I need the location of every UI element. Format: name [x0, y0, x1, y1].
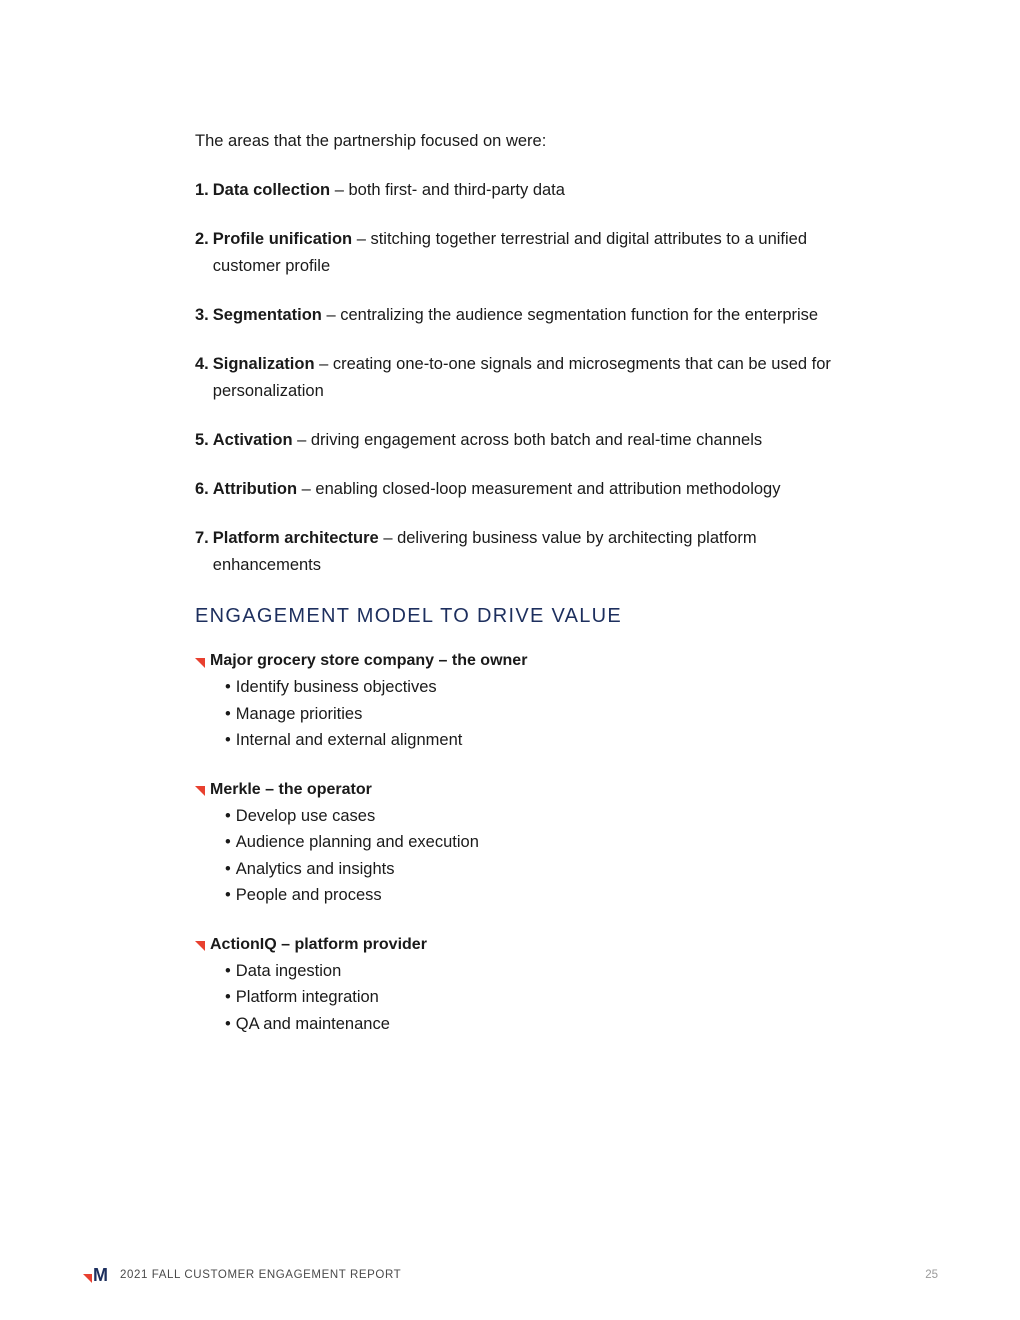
item-term: Activation	[212, 431, 293, 449]
engagement-group-provider	[195, 931, 835, 1038]
red-triangle-icon	[195, 941, 205, 951]
list-item: • Develop use cases	[225, 806, 376, 825]
focus-area-item	[195, 476, 835, 503]
item-term: Platform architecture	[212, 529, 379, 547]
group-title: ActionIQ – platform provider	[210, 935, 427, 953]
item-description: – enabling closed-loop measurement and attribution methodology	[297, 480, 781, 498]
item-number: 3.	[195, 306, 209, 324]
item-term: Segmentation	[212, 306, 322, 324]
logo-triangle-icon	[83, 1274, 92, 1283]
list-item: • QA and maintenance	[225, 1014, 390, 1033]
bullet-icon: •	[225, 886, 231, 904]
list-item: • Internal and external alignment	[225, 731, 463, 749]
page-content	[195, 128, 835, 1059]
item-number: 2.	[195, 230, 209, 248]
item-term: Attribution	[212, 480, 298, 498]
item-number: 7.	[195, 529, 209, 547]
focus-area-item	[195, 427, 835, 454]
item-term: Signalization	[212, 355, 315, 373]
bullet-icon: •	[225, 704, 231, 723]
focus-area-item	[195, 351, 835, 405]
list-item: • People and process	[225, 886, 382, 904]
item-number: 4.	[195, 355, 209, 373]
focus-area-item	[195, 525, 835, 579]
item-term: Data collection	[212, 181, 331, 199]
bullet-icon: •	[225, 961, 231, 980]
intro-text: The areas that the partnership focused on were:	[195, 132, 547, 150]
item-description: – both first- and third-party data	[330, 181, 565, 199]
list-item: • Analytics and insights	[225, 859, 395, 878]
section-heading: ENGAGEMENT MODEL TO DRIVE VALUE	[195, 605, 623, 627]
bullet-icon: •	[225, 678, 231, 696]
item-description: – stitching together terrestrial and digital attributes to a unified customer profile	[212, 230, 808, 275]
engagement-group-owner	[195, 647, 835, 754]
item-description: – driving engagement across both batch and real-time channels	[292, 431, 763, 449]
bullet-icon: •	[225, 988, 231, 1006]
report-title: 2021 FALL CUSTOMER ENGAGEMENT REPORT	[120, 1269, 402, 1281]
list-item: • Audience planning and execution	[225, 833, 479, 851]
group-title: Merkle – the operator	[210, 780, 372, 798]
logo-letter: M	[93, 1265, 108, 1285]
item-number: 1.	[195, 181, 209, 199]
group-item-list	[195, 958, 835, 1038]
group-item-list	[195, 803, 835, 909]
bullet-icon: •	[225, 833, 231, 851]
focus-area-item	[195, 226, 835, 280]
focus-area-list	[195, 177, 835, 579]
bullet-icon: •	[225, 806, 231, 825]
item-number: 6.	[195, 480, 209, 498]
engagement-group-operator	[195, 776, 835, 909]
list-item: • Data ingestion	[225, 961, 342, 980]
group-item-list	[195, 674, 835, 754]
item-term: Profile unification	[212, 230, 353, 248]
bullet-icon: •	[225, 1014, 231, 1033]
bullet-icon: •	[225, 731, 231, 749]
red-triangle-icon	[195, 658, 205, 668]
page-number: 25	[925, 1269, 938, 1281]
item-description: – creating one-to-one signals and microsegments that can be used for personalization	[212, 355, 831, 400]
item-description: – delivering business value by architecting platform enhancements	[212, 529, 757, 574]
focus-area-item	[195, 177, 835, 204]
list-item: • Platform integration	[225, 988, 379, 1006]
list-item: • Manage priorities	[225, 704, 363, 723]
page-footer	[83, 1264, 938, 1286]
item-description: – centralizing the audience segmentation function for the enterprise	[321, 306, 819, 324]
bullet-icon: •	[225, 859, 231, 878]
item-number: 5.	[195, 431, 209, 449]
focus-area-item	[195, 302, 835, 329]
group-title: Major grocery store company – the owner	[210, 652, 528, 669]
merkle-logo-icon	[83, 1267, 108, 1283]
red-triangle-icon	[195, 786, 205, 796]
list-item: • Identify business objectives	[225, 678, 437, 696]
